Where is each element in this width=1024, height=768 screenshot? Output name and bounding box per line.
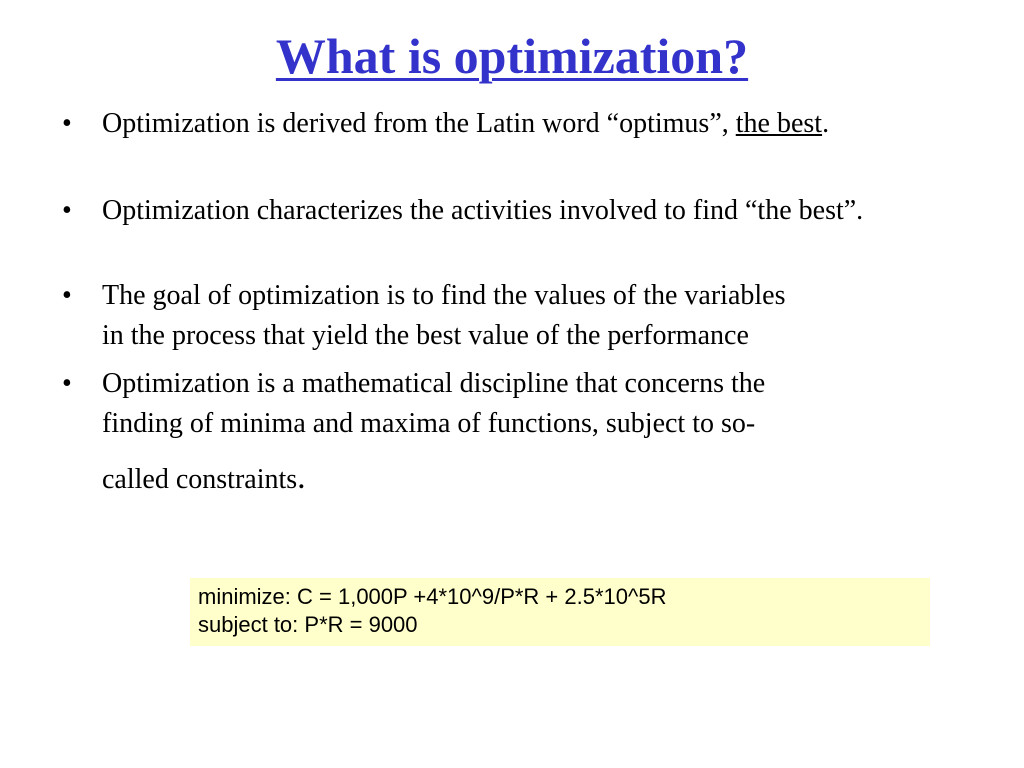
bullet-line: Optimization is a mathematical discipline that concerns the bbox=[102, 368, 766, 399]
bullet-line: The goal of optimization is to find the values of the variables bbox=[102, 280, 786, 311]
constraint-line: subject to: P*R = 9000 bbox=[198, 612, 418, 637]
bullet-text-end: . bbox=[822, 108, 830, 139]
bullet-text bbox=[102, 364, 964, 500]
underlined-phrase: the best bbox=[735, 108, 823, 139]
slide-title: What is optimization? bbox=[275, 28, 749, 84]
bullet-item bbox=[62, 191, 964, 231]
bullet-marker: • bbox=[62, 280, 72, 311]
bullet-line: finding of minima and maxima of functions, subject to so- bbox=[102, 408, 756, 439]
objective-line: minimize: C = 1,000P +4*10^9/P*R + 2.5*10^5R bbox=[198, 584, 667, 609]
bullet-line-text: called constraints bbox=[102, 464, 298, 495]
bullet-text: Optimization characterizes the activities involved to find “the best”. bbox=[102, 195, 864, 226]
bullet-item bbox=[62, 364, 964, 500]
bullet-marker: • bbox=[62, 195, 72, 226]
bullet-text bbox=[102, 104, 964, 144]
bullet-text bbox=[102, 276, 964, 356]
bullet-text-part: Optimization is derived from the Latin word “optimus”, bbox=[102, 108, 736, 139]
bullet-line bbox=[102, 458, 964, 500]
bullet-line: in the process that yield the best value of the performance bbox=[102, 320, 749, 351]
formula-box bbox=[190, 578, 930, 646]
bullet-marker: • bbox=[62, 368, 72, 399]
bullet-item bbox=[62, 104, 964, 144]
bullet-line-end: . bbox=[297, 459, 306, 496]
bullet-item bbox=[62, 276, 964, 356]
bullet-marker: • bbox=[62, 108, 72, 139]
